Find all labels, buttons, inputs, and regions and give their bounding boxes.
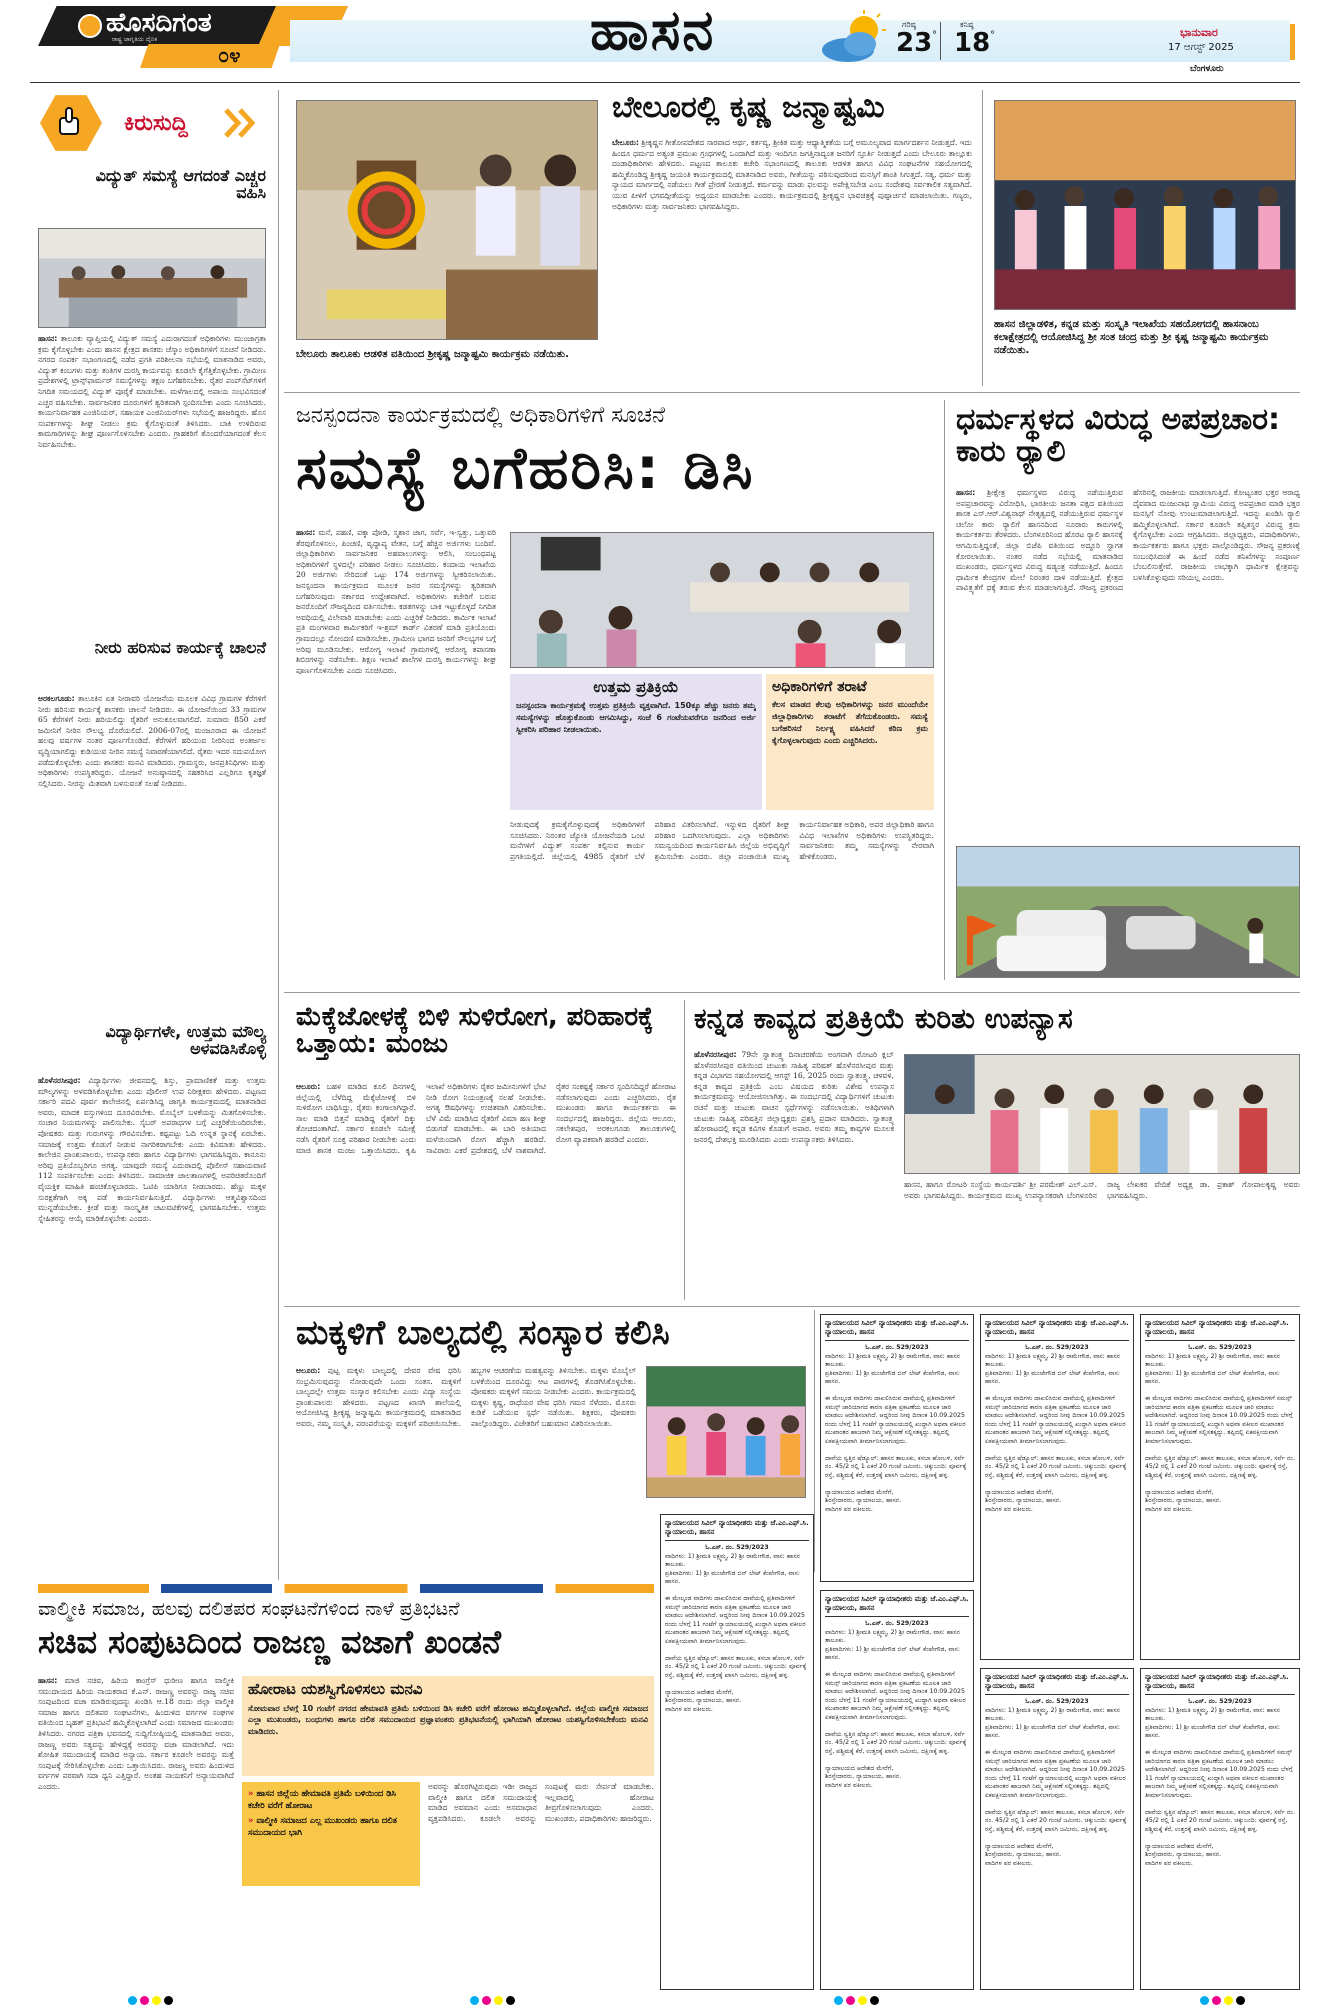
belur-body: [612, 138, 972, 378]
print-dot-cyan: [1200, 1996, 1209, 2005]
court-notice-1: [820, 1314, 974, 1582]
kirusuddi-chevrons-icon: [224, 108, 264, 138]
print-marks-left: [128, 1996, 173, 2005]
lead-dateline: ಹಾಸನ:: [296, 528, 316, 537]
lead-divider: [944, 400, 945, 980]
story1-text: ತಾಲೂಕು ವ್ಯಾಪ್ತಿಯಲ್ಲಿ ವಿದ್ಯುತ್ ಸಮಸ್ಯೆ ಎದುರಾಗದಂತೆ ಅಧಿಕಾರಿಗಳು ಮುಂಜಾಗ್ರತಾ ಕ್ರಮ ಕೈಗೊಳ್ಳಬೇಕು ಎಂದು ಹಾಸನ ಕ್ಷೇತ್ರದ ಶಾಸಕರು ಚೆಸ್ಕಾಂ ಅಧಿಕಾರಿಗಳಿಗೆ ಸೂಚನೆ ನೀಡಿದರು. ನಗರದ ಸಂಪರ್ಕ ಸಭಾಂಗಣದಲ್ಲಿ ನಡೆದ ಪ್ರಗತಿ ಪರಿಶೀಲನಾ ಸಭೆಯಲ್ಲಿ ಮಾತನಾಡಿದ ಅವರು, ವಿದ್ಯುತ್ ಕಂಬಗಳು ಮತ್ತು ತಂತಿಗಳ ದುರಸ್ತಿ ಕಾರ್ಯವನ್ನು ಕೂಡಲೇ ಕೈಗೆತ್ತಿಕೊಳ್ಳಬೇಕು. ಗ್ರಾಮೀಣ ಪ್ರದೇಶಗಳಲ್ಲಿ ಟ್ರಾನ್ಸ್‌ಫಾರ್ಮರ್ ಸಮಸ್ಯೆಗಳನ್ನು ತಕ್ಷಣ ಬಗೆಹರಿಸಬೇಕು. ರೈತರ ಪಂಪ್‌ಸೆಟ್‌ಗಳಿಗೆ ನಿಗದಿತ ಸಮಯದಲ್ಲಿ ವಿದ್ಯುತ್ ಪೂರೈಕೆ ಮಾಡಬೇಕು. ಮಳೆಗಾಲದಲ್ಲಿ ಅಪಾಯ ಸಂಭವಿಸದಂತೆ ಎಚ್ಚರ ವಹಿಸಬೇಕು. ಸಾರ್ವಜನಿಕರ ದೂರುಗಳಿಗೆ ತ್ವರಿತವಾಗಿ ಸ್ಪಂದಿಸಬೇಕು ಎಂದು ಸೂಚಿಸಿದರು. ಕಾರ್ಯನಿರ್ವಾಹಕ ಎಂಜಿನಿಯರ್, ಸಹಾಯಕ ಎಂಜಿನಿಯರ್‌ಗಳು ಸಭೆಯಲ್ಲಿ ಹಾಜರಿದ್ದರು. ಹೊಸ ಸಂಪರ್ಕಗಳನ್ನು ಶೀಘ್ರ ನೀಡಲು ಕ್ರಮ ಕೈಗೊಳ್ಳುವಂತೆ ತಿಳಿಸಿದರು. ಬಾಕಿ ಉಳಿದಿರುವ ಕಾಮಗಾರಿಗಳನ್ನು ಶೀಘ್ರ ಪೂರ್ಣಗೊಳಿಸಬೇಕು ಎಂದರು. ಗ್ರಾಹಕರಿಗೆ ತೊಂದರೆಯಾಗದಂತೆ ಕೆಲಸ ನಿರ್ವಹಿಸಬೇಕು.: [38, 334, 266, 449]
temp-max-degree: °: [932, 30, 937, 41]
print-dot-yellow: [494, 1996, 503, 2005]
valmiki-bullet-2: [248, 1815, 414, 1838]
court-notice-3: [1140, 1314, 1300, 1660]
valmiki-headline: ಸಚಿವ ಸಂಪುಟದಿಂದ ರಾಜಣ್ಣ ವಜಾಗೆ ಖಂಡನೆ: [38, 1623, 502, 1661]
page-number: ೦೪: [218, 43, 241, 67]
valmiki-box-body: ಸೋಮವಾರ ಬೆಳಗ್ಗೆ 10 ಗಂಟೆಗೆ ನಗರದ ಹೇಮಾವತಿ ಪ್ರತಿಮೆ ಬಳಿಯಿಂದ ಡಿಸಿ ಕಚೇರಿ ವರೆಗೆ ಹೋರಾಟ ಹಮ್ಮಿಕೊಳ್ಳಲಾಗಿದೆ. ಜಿಲ್ಲೆಯ ವಾಲ್ಮೀಕಿ ಸಮಾಜದ ಎಲ್ಲಾ ಮುಖಂಡರು, ಬಂಧುಗಳು ಹಾಗೂ ದಲಿತ ಸಮುದಾಯದ ಪ್ರಜ್ಞಾವಂತರು ಪ್ರತಿಭಟನೆಯಲ್ಲಿ ಭಾಗಿಯಾಗಿ ಹೋರಾಟ ಯಶಸ್ವಿಗೊಳಿಸಬೇಕೆಂದು ಮನವಿ ಮಾಡಿದರು.: [248, 1703, 648, 1736]
valmiki-bullet-1: [248, 1788, 414, 1811]
lead-text: ಮನೆ, ಪಹಣಿ, ಪಕ್ಕಾ ಪೋಡಿ, ಸ್ಮಶಾನ ಜಾಗ, ಸರ್ವೆ, ಇ-ಸ್ವತ್ತು, ಒತ್ತುವರಿ ತೆರವುಗೊಳಿಸಲು, ಪಿಂಚಣಿ, ವೃದ್ಧಾಪ್ಯ ವೇತನ, ಬಗ್ಗೆ ಹೆಚ್ಚಿನ ಅರ್ಜಿಗಳು ಬಂದಿವೆ. ಜಿಲ್ಲಾಧಿಕಾರಿಗಳು ಸಾರ್ವಜನಿಕರ ಅಹವಾಲುಗಳನ್ನು ಆಲಿಸಿ, ಸಂಬಂಧಪಟ್ಟ ಅಧಿಕಾರಿಗಳಿಗೆ ಸ್ಥಳದಲ್ಲೇ ಪರಿಹಾರ ನೀಡಲು ಸೂಚಿಸಿದರು. ಕಂದಾಯ ಇಲಾಖೆಯ 20 ಅರ್ಜಿಗಳು ಸೇರಿದಂತೆ ಒಟ್ಟು 174 ಅರ್ಜಿಗಳನ್ನು ಸ್ವೀಕರಿಸಲಾಯಿತು. ಜನಸ್ಪಂದನಾ ಕಾರ್ಯಕ್ರಮದ ಮೂಲಕ ಜನರ ಸಮಸ್ಯೆಗಳನ್ನು ತ್ವರಿತವಾಗಿ ಬಗೆಹರಿಸುವುದು ಸರ್ಕಾರದ ಉದ್ದೇಶವಾಗಿದೆ. ಅಧಿಕಾರಿಗಳು ಕಚೇರಿಗೆ ಬರುವ ಜನರೊಂದಿಗೆ ಸೌಜನ್ಯದಿಂದ ವರ್ತಿಸಬೇಕು. ಕಡತಗಳನ್ನು ಬಾಕಿ ಇಟ್ಟುಕೊಳ್ಳದೆ ನಿಗದಿತ ಅವಧಿಯಲ್ಲಿ ವಿಲೇವಾರಿ ಮಾಡಬೇಕು ಎಂದು ಎಚ್ಚರಿಕೆ ನೀಡಿದರು. ಕಾರ್ಮಿಕ ಇಲಾಖೆ ಪ್ರತಿ ಮಂಗಳವಾರ ಕಾರ್ಮಿಕರಿಗೆ ಇ-ಶ್ರಮ್ ಕಾರ್ಡ್ ವಿತರಣೆ ಮಾಡಿ ಪ್ರತಿಯೊಂದು ಗ್ರಾಮದಲ್ಲೂ ನೋಂದಣಿ ಮಾಡಿಸಬೇಕು. ಗ್ರಾಮೀಣ ಭಾಗದ ಜನರಿಗೆ ಸೌಲಭ್ಯಗಳ ಬಗ್ಗೆ ಅರಿವು ಮೂಡಿಸಬೇಕು. ಆರೋಗ್ಯ ಇಲಾಖೆ ಗ್ರಾಮಗಳಲ್ಲಿ ಆರೋಗ್ಯ ತಪಾಸಣಾ ಶಿಬಿರಗಳನ್ನು ನಡೆಸಬೇಕು. ಶಿಕ್ಷಣ ಇಲಾಖೆ ಶಾಲೆಗಳ ದುರಸ್ತಿ ಕಾರ್ಯಗಳನ್ನು ಶೀಘ್ರ ಪೂರ್ಣಗೊಳಿಸಬೇಕು ಎಂದು ಸೂಚಿಸಿದರು.: [296, 528, 496, 675]
valmiki-body: [38, 1676, 234, 1992]
belur-headline: ಬೇಲೂರಲ್ಲಿ ಕೃಷ್ಣ ಜನ್ಮಾಷ್ಟಮಿ: [612, 90, 885, 125]
lower-row-rule: [284, 1306, 1300, 1307]
temp-min-degree: °: [990, 30, 995, 41]
story3-headline: ವಿದ್ಯಾರ್ಥಿಗಳೇ, ಉತ್ತಮ ಮೌಲ್ಯ ಅಳವಡಿಸಿಕೊಳ್ಳಿ: [105, 1022, 266, 1058]
partly-cloudy-icon: [818, 10, 890, 66]
valmiki-text: ಮಾಜಿ ಸಚಿವ, ಹಿರಿಯ ಕಾಂಗ್ರೆಸ್ ಧುರೀಣ ಹಾಗೂ ವಾಲ್ಮೀಕಿ ಸಮುದಾಯದ ಹಿರಿಯ ನಾಯಕರಾದ ಕೆ.ಎನ್. ರಾಜಣ್ಣ ಅವರನ್ನು ರಾಜ್ಯ ಸಚಿವ ಸಂಪುಟದಿಂದ ವಜಾ ಮಾಡಿರುವುದನ್ನು ಖಂಡಿಸಿ ಆ.18 ರಂದು ಜಿಲ್ಲಾ ವಾಲ್ಮೀಕಿ ಸಮಾಜ ಹಾಗೂ ದಲಿತಪರ ಸಂಘಟನೆಗಳು, ಹಿಂದುಳಿದ ವರ್ಗಗಳ ಸಂಘಗಳ ವತಿಯಿಂದ ಬೃಹತ್ ಪ್ರತಿಭಟನೆ ಹಮ್ಮಿಕೊಳ್ಳಲಾಗಿದೆ ಎಂದು ಸಮಾಜದ ಮುಖಂಡರು ತಿಳಿಸಿದರು. ನಗರದ ಪತ್ರಿಕಾ ಭವನದಲ್ಲಿ ಸುದ್ದಿಗೋಷ್ಠಿಯಲ್ಲಿ ಮಾತನಾಡಿದ ಅವರು, ರಾಜಣ್ಣ ಅವರು ಸತ್ಯವನ್ನು ಹೇಳಿದ್ದಕ್ಕೆ ಅವರನ್ನು ವಜಾ ಮಾಡಲಾಗಿದೆ. ಇದು ಶೋಷಿತ ಸಮುದಾಯಕ್ಕೆ ಮಾಡಿದ ಅನ್ಯಾಯ. ಸರ್ಕಾರ ಕೂಡಲೇ ಅವರನ್ನು ಮತ್ತೆ ಸಂಪುಟಕ್ಕೆ ಸೇರಿಸಿಕೊಳ್ಳಬೇಕು ಎಂದು ಒತ್ತಾಯಿಸಿದರು. ರಾಜಣ್ಣ ಅವರು ಹಿಂದುಳಿದ ವರ್ಗಗಳ ಪರವಾಗಿ ಸದಾ ಧ್ವನಿ ಎತ್ತಿದ್ದಾರೆ. ಅಂತಹ ನಾಯಕನಿಗೆ ಅನ್ಯಾಯವಾಗಿದೆ ಎಂದರು.: [38, 1676, 234, 1791]
lead-body: [296, 528, 496, 972]
notice-7-subhead: ಓ.ಎಸ್. ನಂ. 529/2023: [1188, 1698, 1252, 1705]
issue-day: ಭಾನುವಾರ: [1180, 26, 1218, 39]
janmashtami-stage-caption: ಹಾಸನ ಜಿಲ್ಲಾಡಳಿತ, ಕನ್ನಡ ಮತ್ತು ಸಂಸ್ಕೃತಿ ಇಲಾಖೆಯ ಸಹಯೋಗದಲ್ಲಿ ಹಾಸನಾಂಬ ಕಲಾಕ್ಷೇತ್ರದಲ್ಲಿ ಆಯೋಜಿಸಿದ್ದ ಶ್ರೀ ಸಂತ ಚಂದ್ರ ಮತ್ತು ಶ್ರೀ ಕೃಷ್ಣ ಜನ್ಮಾಷ್ಟಮಿ ಕಾರ್ಯಕ್ರಮ ನಡೆಯಿತು.: [994, 319, 1269, 356]
samskara-photo: [646, 1366, 806, 1498]
lead-box2-title: ಅಧಿಕಾರಿಗಳಿಗೆ ತರಾಟೆ: [772, 679, 867, 695]
notice-2-subhead: ಓ.ಎಸ್. ನಂ. 529/2023: [1025, 1344, 1089, 1351]
story3-dateline: ಹೊಳೆನರಸೀಪುರ:: [38, 1076, 81, 1085]
kannada-headline: ಕನ್ನಡ ಕಾವ್ಯದ ಪ್ರತಿಕ್ರಿಯೆ ಕುರಿತು ಉಪನ್ಯಾಸ: [694, 1002, 1073, 1035]
mekke-body: [296, 1082, 676, 1292]
notice-3-subhead: ಓ.ಎಸ್. ನಂ. 529/2023: [1188, 1344, 1252, 1351]
rally-photo: [956, 846, 1300, 978]
notice-6-subhead: ಓ.ಎಸ್. ನಂ. 529/2023: [1025, 1698, 1089, 1705]
valmiki-body-cont: ಅವರನ್ನು ಹೊರಗಿಟ್ಟಿರುವುದು ಇಡೀ ರಾಜ್ಯದ ವಾಲ್ಮೀಕಿ ಹಾಗೂ ದಲಿತ ಸಮುದಾಯಕ್ಕೆ ಮಾಡಿದ ಅವಮಾನ ಎಂದು ಅಸಮಾಧಾನ ವ್ಯಕ್ತಪಡಿಸಿದರು. ಕೂಡಲೇ ಅವರನ್ನು ಸಂಪುಟಕ್ಕೆ ಮರು ಸೇರ್ಪಡೆ ಮಾಡಬೇಕು. ಇಲ್ಲವಾದಲ್ಲಿ ಹೋರಾಟ ತೀವ್ರಗೊಳಿಸಲಾಗುವುದು ಎಂದರು. ಮುಖಂಡರು, ಪದಾಧಿಕಾರಿಗಳು ಹಾಜರಿದ್ದರು.: [428, 1782, 654, 1823]
page-number-tab: [140, 44, 280, 68]
notice-2-body: ವಾದಿಗಳು: 1) ಶ್ರೀಮತಿ ಲಕ್ಷ್ಮಮ್ಮ, 2) ಶ್ರೀ ರಾಮೇಗೌಡ, ವಾಸ: ಹಾಸನ ತಾಲೂಕು. ಪ್ರತಿವಾದಿಗಳು: 1) ಶ್ರೀ ಮಂಜೇಗೌಡ ಬಿನ್ ಲೇಟ್ ಕೆಂಪೇಗೌಡ, ವಾಸ: ಹಾಸನ. ಈ ಮೇಲ್ಕಂಡ ವಾದಿಗಳು ದಾಖಲಿಸಿರುವ ದಾವೆಯಲ್ಲಿ ಪ್ರತಿವಾದಿಗಳಿಗೆ ಸಮನ್ಸ್ ಜಾರಿಯಾಗದ ಕಾರಣ ಪತ್ರಿಕಾ ಪ್ರಕಟಣೆಯ ಮೂಲಕ ಜಾರಿ ಮಾಡಲು ಆದೇಶಿಸಲಾಗಿದೆ. ಆದ್ದರಿಂದ ನೀವು ದಿನಾಂಕ 10.09.2025 ರಂದು ಬೆಳಗ್ಗೆ 11 ಗಂಟೆಗೆ ನ್ಯಾಯಾಲಯದಲ್ಲಿ ಖುದ್ದಾಗಿ ಅಥವಾ ವಕೀಲರ ಮುಖಾಂತರ ಹಾಜರಾಗಿ ನಿಮ್ಮ ಆಕ್ಷೇಪಣೆ ಸಲ್ಲಿಸತಕ್ಕದ್ದು. ತಪ್ಪಿದಲ್ಲಿ ಏಕಪಕ್ಷೀಯವಾಗಿ ತೀರ್ಮಾನಿಸಲಾಗುವುದು. ದಾವೆಯ ಸ್ವತ್ತಿನ ಷೆಡ್ಯೂಲ್: ಹಾಸನ ತಾಲೂಕು, ಕಸಬಾ ಹೋಬಳಿ, ಸರ್ವೆ ನಂ. 45/2 ರಲ್ಲಿ 1 ಎಕರೆ 20 ಗುಂಟೆ ಜಮೀನು. ಚಕ್ಕುಬಂದಿ: ಪೂರ್ವಕ್ಕೆ ರಸ್ತೆ, ಪಶ್ಚಿಮಕ್ಕೆ ಕೆರೆ, ಉತ್ತರಕ್ಕೆ ಖಾಸಗಿ ಜಮೀನು, ದಕ್ಷಿಣಕ್ಕೆ ಹಳ್ಳ. ನ್ಯಾಯಾಲಯದ ಆದೇಶದ ಮೇರೆಗೆ, ಶಿರಸ್ತೇದಾರರು, ನ್ಯಾಯಾಲಯ, ಹಾಸನ. ವಾದಿಗಳ ಪರ ವಕೀಲರು.: [985, 1352, 1127, 1513]
notice-3-body: ವಾದಿಗಳು: 1) ಶ್ರೀಮತಿ ಲಕ್ಷ್ಮಮ್ಮ, 2) ಶ್ರೀ ರಾಮೇಗೌಡ, ವಾಸ: ಹಾಸನ ತಾಲೂಕು. ಪ್ರತಿವಾದಿಗಳು: 1) ಶ್ರೀ ಮಂಜೇಗೌಡ ಬಿನ್ ಲೇಟ್ ಕೆಂಪೇಗೌಡ, ವಾಸ: ಹಾಸನ. ಈ ಮೇಲ್ಕಂಡ ವಾದಿಗಳು ದಾಖಲಿಸಿರುವ ದಾವೆಯಲ್ಲಿ ಪ್ರತಿವಾದಿಗಳಿಗೆ ಸಮನ್ಸ್ ಜಾರಿಯಾಗದ ಕಾರಣ ಪತ್ರಿಕಾ ಪ್ರಕಟಣೆಯ ಮೂಲಕ ಜಾರಿ ಮಾಡಲು ಆದೇಶಿಸಲಾಗಿದೆ. ಆದ್ದರಿಂದ ನೀವು ದಿನಾಂಕ 10.09.2025 ರಂದು ಬೆಳಗ್ಗೆ 11 ಗಂಟೆಗೆ ನ್ಯಾಯಾಲಯದಲ್ಲಿ ಖುದ್ದಾಗಿ ಅಥವಾ ವಕೀಲರ ಮುಖಾಂತರ ಹಾಜರಾಗಿ ನಿಮ್ಮ ಆಕ್ಷೇಪಣೆ ಸಲ್ಲಿಸತಕ್ಕದ್ದು. ತಪ್ಪಿದಲ್ಲಿ ಏಕಪಕ್ಷೀಯವಾಗಿ ತೀರ್ಮಾನಿಸಲಾಗುವುದು. ದಾವೆಯ ಸ್ವತ್ತಿನ ಷೆಡ್ಯೂಲ್: ಹಾಸನ ತಾಲೂಕು, ಕಸಬಾ ಹೋಬಳಿ, ಸರ್ವೆ ನಂ. 45/2 ರಲ್ಲಿ 1 ಎಕರೆ 20 ಗುಂಟೆ ಜಮೀನು. ಚಕ್ಕುಬಂದಿ: ಪೂರ್ವಕ್ಕೆ ರಸ್ತೆ, ಪಶ್ಚಿಮಕ್ಕೆ ಕೆರೆ, ಉತ್ತರಕ್ಕೆ ಖಾಸಗಿ ಜಮೀನು, ದಕ್ಷಿಣಕ್ಕೆ ಹಳ್ಳ. ನ್ಯಾಯಾಲಯದ ಆದೇಶದ ಮೇರೆಗೆ, ಶಿರಸ್ತೇದಾರರು, ನ್ಯಾಯಾಲಯ, ಹಾಸನ. ವಾದಿಗಳ ಪರ ವಕೀಲರು.: [1145, 1352, 1295, 1513]
print-dot-black: [164, 1996, 173, 2005]
valmiki-box: [242, 1676, 654, 1776]
belur-dateline: ಬೇಲೂರು:: [612, 138, 639, 147]
rally-text: ಶ್ರೀಕ್ಷೇತ್ರ ಧರ್ಮಸ್ಥಳದ ವಿರುದ್ಧ ನಡೆಯುತ್ತಿರುವ ಅಪಪ್ರಚಾರವನ್ನು ವಿರೋಧಿಸಿ, ಭಾರತೀಯ ಜನತಾ ಪಕ್ಷದ ವತಿಯಿಂದ ಶಾಸಕ ಎಸ್.ಆರ್.ವಿಶ್ವನಾಥ್ ನೇತೃತ್ವದಲ್ಲಿ ನಡೆಯುತ್ತಿರುವ ಧರ್ಮಸ್ಥಳ ಚಲೋ ಕಾರು ರ್‍ಯಾಲಿಗೆ ಹಾಸನದಿಂದ ನೂರಾರು ಕಾರುಗಳಲ್ಲಿ ಕಾರ್ಯಕರ್ತರು ತೆರಳಿದರು. ಬೆಂಗಳೂರಿನಿಂದ ಹೊರಟ ರ್‍ಯಾಲಿ ಹಾಸನಕ್ಕೆ ಆಗಮಿಸುತ್ತಿದ್ದಂತೆ, ಜಿಲ್ಲಾ ಬಿಜೆಪಿ ವತಿಯಿಂದ ಅದ್ಧೂರಿ ಸ್ವಾಗತ ಕೋರಲಾಯಿತು. ನಂತರ ನಡೆದ ಸಭೆಯಲ್ಲಿ ಮಾತನಾಡಿದ ಮುಖಂಡರು, ಧರ್ಮಸ್ಥಳದ ವಿರುದ್ಧ ಷಡ್ಯಂತ್ರ ನಡೆಯುತ್ತಿದೆ. ಹಿಂದೂ ಧಾರ್ಮಿಕ ಕೇಂದ್ರಗಳ ಮೇಲೆ ನಿರಂತರ ದಾಳಿ ನಡೆಯುತ್ತಿದೆ. ಕ್ಷೇತ್ರದ ಪಾವಿತ್ರ್ಯತೆಗೆ ಧಕ್ಕೆ ತರುವ ಕೆಲಸ ಮಾಡಲಾಗುತ್ತಿದೆ. ಸೌಜನ್ಯ ಪ್ರಕರಣದ ಹೆಸರಿನಲ್ಲಿ ರಾಜಕೀಯ ಮಾಡಲಾಗುತ್ತಿದೆ. ಕೋಟ್ಯಂತರ ಭಕ್ತರ ಆರಾಧ್ಯ ದೈವವಾದ ಮಂಜುನಾಥ ಸ್ವಾಮಿಯ ವಿರುದ್ಧ ಅಪಪ್ರಚಾರ ಮಾಡಿ ಭಕ್ತರ ಮನಸ್ಸಿಗೆ ನೋವು ಉಂಟುಮಾಡಲಾಗುತ್ತಿದೆ. ಇದನ್ನು ಖಂಡಿಸಿ ರ್‍ಯಾಲಿ ಹಮ್ಮಿಕೊಳ್ಳಲಾಗಿದೆ. ಸರ್ಕಾರ ಕೂಡಲೇ ತಪ್ಪಿತಸ್ಥರ ವಿರುದ್ಧ ಕ್ರಮ ಕೈಗೊಳ್ಳಬೇಕು ಎಂದು ಆಗ್ರಹಿಸಿದರು. ಜಿಲ್ಲಾಧ್ಯಕ್ಷರು, ಪದಾಧಿಕಾರಿಗಳು, ಕಾರ್ಯಕರ್ತರು ಹಾಗೂ ಭಕ್ತರು ಪಾಲ್ಗೊಂಡಿದ್ದರು. ಸೌಜನ್ಯ ಪ್ರಕರಣಕ್ಕೆ ಸಂಬಂಧಿಸಿದಂತೆ ಈ ಹಿಂದೆ ನಡೆದ ತನಿಖೆಗಳನ್ನು ಸಂಪೂರ್ಣ ಬೆಂಬಲಿಸುತ್ತೇವೆ. ರಾಜಕೀಯ ಲಾಭಕ್ಕಾಗಿ ಧಾರ್ಮಿಕ ಕ್ಷೇತ್ರವನ್ನು ಬಳಸಿಕೊಳ್ಳುವುದು ಸರಿಯಲ್ಲ ಎಂದರು.: [956, 488, 1300, 593]
lead-box2-body: ಕೆಲಸ ಮಾಡದ ಕೆಲವು ಅಧಿಕಾರಿಗಳನ್ನು ಜನರ ಮುಂದೆಯೇ ಜಿಲ್ಲಾಧಿಕಾರಿಗಳು ತರಾಟೆಗೆ ತೆಗೆದುಕೊಂಡರು. ಸಮಸ್ಯೆ ಬಗೆಹರಿಸದೆ ನಿರ್ಲಕ್ಷ್ಯ ವಹಿಸಿದರೆ ಕಠಿಣ ಕ್ರಮ ಕೈಗೊಳ್ಳಲಾಗುವುದು ಎಂದು ಎಚ್ಚರಿಸಿದರು.: [772, 699, 928, 745]
logo-emblem-icon: [78, 14, 102, 38]
story2-headline: ನೀರು ಹರಿಸುವ ಕಾರ್ಯಕ್ಕೆ ಚಾಲನೆ: [94, 638, 266, 657]
print-dot-black: [1236, 1996, 1245, 2005]
belur-text: ಶ್ರೀಕೃಷ್ಣನ ಗೀತೋಪದೇಶದ ಸಾರವಾದ ಆರ್ಥ, ಕರ್ತವ್ಯ, ಶ್ರೀಕಿತ ಮತ್ತು ಆಧ್ಯಾತ್ಮಿಕತೆಯ ಬಗ್ಗೆ ಅಮೂಲ್ಯವಾದ ಮಾರ್ಗದರ್ಶನ ನೀಡುತ್ತದೆ. ಇದು ಹಿಂದೂ ಧರ್ಮದ ಅತ್ಯಂತ ಪ್ರಮುಖ ಗ್ರಂಥಗಳಲ್ಲಿ ಒಂದಾಗಿದೆ ಮತ್ತು ಇಂದಿಗೂ ಜಗತ್ತಿನಾದ್ಯಂತ ಜನರಿಗೆ ಸ್ಫೂರ್ತಿ ನೀಡುತ್ತದೆ ಎಂದು ಬೇಲೂರು ತಾಲ್ಲೂಕು ದಂಡಾಧಿಕಾರಿಗಳು ಹೇಳಿದರು. ಪಟ್ಟಣದ ತಾಲೂಕು ಕಚೇರಿ ಸಭಾಂಗಣದಲ್ಲಿ ತಾಲೂಕು ಆಡಳಿತ ಹಾಗೂ ವಿವಿಧ ಸಂಘಟನೆಗಳ ಸಹಯೋಗದಲ್ಲಿ ಹಮ್ಮಿಕೊಂಡಿದ್ದ ಶ್ರೀಕೃಷ್ಣ ಜಯಂತಿ ಕಾರ್ಯಕ್ರಮದಲ್ಲಿ ಮಾತನಾಡಿದ ಅವರು, ಗೀತೆಯನ್ನು ಪಠಿಸುವುದರಿಂದ ಮನಸ್ಸಿಗೆ ಶಾಂತಿ ಸಿಗುತ್ತದೆ. ಸತ್ಯ, ಧರ್ಮ ಮತ್ತು ನ್ಯಾಯದ ಮಾರ್ಗದಲ್ಲಿ ನಡೆಯಲು ಗೀತೆ ಪ್ರೇರಣೆ ನೀಡುತ್ತದೆ. ಕರ್ಮವನ್ನು ಮಾಡು ಫಲವನ್ನು ಅಪೇಕ್ಷಿಸಬೇಡ ಎಂಬ ಸಂದೇಶವು ಸರ್ವಕಾಲಿಕ ಸತ್ಯವಾಗಿದೆ. ಯುವ ಪೀಳಿಗೆ ಭಗವದ್ಗೀತೆಯನ್ನು ಅಧ್ಯಯನ ಮಾಡಬೇಕು ಎಂದರು. ಕಾರ್ಯಕ್ರಮದಲ್ಲಿ ಶ್ರೀಕೃಷ್ಣನ ಭಾವಚಿತ್ರಕ್ಕೆ ಪುಷ್ಪಾರ್ಚನೆ ಮಾಡಲಾಯಿತು. ಗಣ್ಯರು, ಅಧಿಕಾರಿಗಳು ಮತ್ತು ಸಾರ್ವಜನಿಕರು ಭಾಗವಹಿಸಿದ್ದರು.: [612, 138, 972, 211]
story2-body: [38, 694, 266, 1010]
mekke-divider: [684, 1000, 685, 1300]
issue-city: ಬೆಂಗಳೂರು: [1190, 64, 1224, 74]
top-row-rule: [284, 392, 1300, 393]
pointing-hand-icon: [54, 106, 88, 140]
print-dot-black: [506, 1996, 515, 2005]
notice-5-body: ವಾದಿಗಳು: 1) ಶ್ರೀಮತಿ ಲಕ್ಷ್ಮಮ್ಮ, 2) ಶ್ರೀ ರಾಮೇಗೌಡ, ವಾಸ: ಹಾಸನ ತಾಲೂಕು. ಪ್ರತಿವಾದಿಗಳು: 1) ಶ್ರೀ ಮಂಜೇಗೌಡ ಬಿನ್ ಲೇಟ್ ಕೆಂಪೇಗೌಡ, ವಾಸ: ಹಾಸನ. ಈ ಮೇಲ್ಕಂಡ ವಾದಿಗಳು ದಾಖಲಿಸಿರುವ ದಾವೆಯಲ್ಲಿ ಪ್ರತಿವಾದಿಗಳಿಗೆ ಸಮನ್ಸ್ ಜಾರಿಯಾಗದ ಕಾರಣ ಪತ್ರಿಕಾ ಪ್ರಕಟಣೆಯ ಮೂಲಕ ಜಾರಿ ಮಾಡಲು ಆದೇಶಿಸಲಾಗಿದೆ. ಆದ್ದರಿಂದ ನೀವು ದಿನಾಂಕ 10.09.2025 ರಂದು ಬೆಳಗ್ಗೆ 11 ಗಂಟೆಗೆ ನ್ಯಾಯಾಲಯದಲ್ಲಿ ಖುದ್ದಾಗಿ ಅಥವಾ ವಕೀಲರ ಮುಖಾಂತರ ಹಾಜರಾಗಿ ನಿಮ್ಮ ಆಕ್ಷೇಪಣೆ ಸಲ್ಲಿಸತಕ್ಕದ್ದು. ತಪ್ಪಿದಲ್ಲಿ ಏಕಪಕ್ಷೀಯವಾಗಿ ತೀರ್ಮಾನಿಸಲಾಗುವುದು. ದಾವೆಯ ಸ್ವತ್ತಿನ ಷೆಡ್ಯೂಲ್: ಹಾಸನ ತಾಲೂಕು, ಕಸಬಾ ಹೋಬಳಿ, ಸರ್ವೆ ನಂ. 45/2 ರಲ್ಲಿ 1 ಎಕರೆ 20 ಗುಂಟೆ ಜಮೀನು. ಚಕ್ಕುಬಂದಿ: ಪೂರ್ವಕ್ಕೆ ರಸ್ತೆ, ಪಶ್ಚಿಮಕ್ಕೆ ಕೆರೆ, ಉತ್ತರಕ್ಕೆ ಖಾಸಗಿ ಜಮೀನು, ದಕ್ಷಿಣಕ್ಕೆ ಹಳ್ಳ. ನ್ಯಾಯಾಲಯದ ಆದೇಶದ ಮೇರೆಗೆ, ಶಿರಸ್ತೇದಾರರು, ನ್ಯಾಯಾಲಯ, ಹಾಸನ. ವಾದಿಗಳ ಪರ ವಕೀಲರು.: [825, 1628, 967, 1789]
print-marks-right: [834, 1996, 879, 2005]
samskara-dateline: ಆಲೂರು:: [296, 1366, 321, 1375]
valmiki-bullet-2-text: ವಾಲ್ಮೀಕಿ ಸಮಾಜದ ಎಲ್ಲ ಮುಖಂಡರು ಹಾಗೂ ದಲಿತ ಸಮುದಾಯದ ಭಾಗಿ: [248, 1815, 397, 1837]
notice-2-header: ನ್ಯಾಯಾಲಯದ ಸಿವಿಲ್ ನ್ಯಾಯಾಧೀಶರು ಮತ್ತು ಜೆ.ಎಂ.ಎಫ್.ಸಿ. ನ್ಯಾಯಾಲಯ, ಹಾಸನ: [985, 1319, 1129, 1341]
temp-max: 23: [896, 28, 933, 58]
rally-headline: ಧರ್ಮಸ್ಥಳದ ವಿರುದ್ಧ ಅಪಪ್ರಚಾರ: ಕಾರು ರ್‍ಯಾಲಿ: [956, 402, 1281, 469]
middle-row-rule: [284, 992, 1300, 993]
lead-box1: [510, 674, 762, 810]
story2-dateline: ಅರಕಲಗೂಡು:: [38, 694, 75, 703]
lead-box2: [766, 674, 934, 810]
notice-6-header: ನ್ಯಾಯಾಲಯದ ಸಿವಿಲ್ ನ್ಯಾಯಾಧೀಶರು ಮತ್ತು ಜೆ.ಎಂ.ಎಫ್.ಸಿ. ನ್ಯಾಯಾಲಯ, ಹಾಸನ: [985, 1673, 1129, 1695]
kannada-dateline: ಹೊಳೆನರಸೀಪುರ:: [694, 1050, 737, 1059]
notice-4-subhead: ಓ.ಎಸ್. ನಂ. 529/2023: [705, 1544, 769, 1551]
story1-body: [38, 334, 266, 584]
notice-3-header: ನ್ಯಾಯಾಲಯದ ಸಿವಿಲ್ ನ್ಯಾಯಾಧೀಶರು ಮತ್ತು ಜೆ.ಎಂ.ಎಫ್.ಸಿ. ನ್ಯಾಯಾಲಯ, ಹಾಸನ: [1145, 1319, 1295, 1341]
janmashtami-stage-photo: [994, 100, 1296, 310]
kannada-text: 79ನೇ ಸ್ವಾತಂತ್ರ್ಯ ದಿನಾಚರಣೆಯ ಅಂಗವಾಗಿ ರೋಟರಿ ಕ್ಲಬ್ ಹೊಳೆನರಸೀಪುರ ವತಿಯಿಂದ ಚುಟುಕು ಸಾಹಿತ್ಯ ಪರಿಷತ್ ಹೊಳೆನರಸೀಪುರ ಮತ್ತು ಕನ್ನಡ ವಿಭಾಗದ ಸಹಯೋಗದಲ್ಲಿ ಆಗಸ್ಟ್ 16, 2025 ರಂದು ಸ್ವಾತಂತ್ರ್ಯ, ಚಳವಳಿ, ಕನ್ನಡ ಕಾವ್ಯದ ಪ್ರತಿಕ್ರಿಯೆ ಎಂಬ ವಿಷಯದ ಕುರಿತು ವಿಶೇಷ ಉಪನ್ಯಾಸ ಕಾರ್ಯಕ್ರಮವನ್ನು ಆಯೋಜಿಸಲಾಗಿತ್ತು. ಈ ಸಂದರ್ಭದಲ್ಲಿ ವಿದ್ಯಾರ್ಥಿಗಳಿಗೆ ಚುಟುಕು ರಚನೆ ಮತ್ತು ಚುಟುಕು ವಾಚನ ಸ್ಪರ್ಧೆಗಳನ್ನು ನಡೆಸಲಾಯಿತು. ಅತಿಥಿಗಳಾಗಿ ಚುಟುಕು ಸಾಹಿತ್ಯ ಪರಿಷತ್ತಿನ ಜಿಲ್ಲಾಧ್ಯಕ್ಷರು ಪ್ರಶಸ್ತಿ ಪ್ರದಾನ ಮಾಡಿದರು. ಸ್ವಾತಂತ್ರ್ಯ ಹೋರಾಟದಲ್ಲಿ ಕನ್ನಡ ಕವಿಗಳ ಕೊಡುಗೆ ಅಪಾರ. ಅವರು ತಮ್ಮ ಕಾವ್ಯಗಳ ಮೂಲಕ ಜನರಲ್ಲಿ ದೇಶಭಕ್ತಿ ಮೂಡಿಸಿದರು ಎಂದು ಉಪನ್ಯಾಸಕರು ತಿಳಿಸಿದರು.: [694, 1050, 894, 1144]
notice-4-header: ನ್ಯಾಯಾಲಯದ ಸಿವಿಲ್ ನ್ಯಾಯಾಧೀಶರು ಮತ್ತು ಜೆ.ಎಂ.ಎಫ್.ಸಿ. ನ್ಯಾಯಾಲಯ, ಹಾಸನ: [665, 1519, 809, 1541]
print-dot-yellow: [1224, 1996, 1233, 2005]
print-dot-cyan: [834, 1996, 843, 2005]
notice-5-subhead: ಓ.ಎಸ್. ನಂ. 529/2023: [865, 1620, 929, 1627]
temp-max-label: ಗರಿಷ್ಠ: [902, 20, 916, 29]
notice-4-body: ವಾದಿಗಳು: 1) ಶ್ರೀಮತಿ ಲಕ್ಷ್ಮಮ್ಮ, 2) ಶ್ರೀ ರಾಮೇಗೌಡ, ವಾಸ: ಹಾಸನ ತಾಲೂಕು. ಪ್ರತಿವಾದಿಗಳು: 1) ಶ್ರೀ ಮಂಜೇಗೌಡ ಬಿನ್ ಲೇಟ್ ಕೆಂಪೇಗೌಡ, ವಾಸ: ಹಾಸನ. ಈ ಮೇಲ್ಕಂಡ ವಾದಿಗಳು ದಾಖಲಿಸಿರುವ ದಾವೆಯಲ್ಲಿ ಪ್ರತಿವಾದಿಗಳಿಗೆ ಸಮನ್ಸ್ ಜಾರಿಯಾಗದ ಕಾರಣ ಪತ್ರಿಕಾ ಪ್ರಕಟಣೆಯ ಮೂಲಕ ಜಾರಿ ಮಾಡಲು ಆದೇಶಿಸಲಾಗಿದೆ. ಆದ್ದರಿಂದ ನೀವು ದಿನಾಂಕ 10.09.2025 ರಂದು ಬೆಳಗ್ಗೆ 11 ಗಂಟೆಗೆ ನ್ಯಾಯಾಲಯದಲ್ಲಿ ಖುದ್ದಾಗಿ ಅಥವಾ ವಕೀಲರ ಮುಖಾಂತರ ಹಾಜರಾಗಿ ನಿಮ್ಮ ಆಕ್ಷೇಪಣೆ ಸಲ್ಲಿಸತಕ್ಕದ್ದು. ತಪ್ಪಿದಲ್ಲಿ ಏಕಪಕ್ಷೀಯವಾಗಿ ತೀರ್ಮಾನಿಸಲಾಗುವುದು. ದಾವೆಯ ಸ್ವತ್ತಿನ ಷೆಡ್ಯೂಲ್: ಹಾಸನ ತಾಲೂಕು, ಕಸಬಾ ಹೋಬಳಿ, ಸರ್ವೆ ನಂ. 45/2 ರಲ್ಲಿ 1 ಎಕರೆ 20 ಗುಂಟೆ ಜಮೀನು. ಚಕ್ಕುಬಂದಿ: ಪೂರ್ವಕ್ಕೆ ರಸ್ತೆ, ಪಶ್ಚಿಮಕ್ಕೆ ಕೆರೆ, ಉತ್ತರಕ್ಕೆ ಖಾಸಗಿ ಜಮೀನು, ದಕ್ಷಿಣಕ್ಕೆ ಹಳ್ಳ. ನ್ಯಾಯಾಲಯದ ಆದೇಶದ ಮೇರೆಗೆ, ಶಿರಸ್ತೇದಾರರು, ನ್ಯಾಯಾಲಯ, ಹಾಸನ. ವಾದಿಗಳ ಪರ ವಕೀಲರು.: [665, 1552, 807, 1713]
notice-1-subhead: ಓ.ಎಸ್. ನಂ. 529/2023: [865, 1344, 929, 1351]
court-notice-2: [980, 1314, 1134, 1660]
sidebar-divider: [278, 90, 279, 1580]
notice-1-header: ನ್ಯಾಯಾಲಯದ ಸಿವಿಲ್ ನ್ಯಾಯಾಧೀಶರು ಮತ್ತು ಜೆ.ಎಂ.ಎಫ್.ಸಿ. ನ್ಯಾಯಾಲಯ, ಹಾಸನ: [825, 1319, 969, 1341]
print-dot-black: [870, 1996, 879, 2005]
lead-kicker: ಜನಸ್ಪಂದನಾ ಕಾರ್ಯಕ್ರಮದಲ್ಲಿ ಅಧಿಕಾರಿಗಳಿಗೆ ಸೂಚನೆ: [296, 403, 666, 428]
kirusuddi-title: ಕಿರುಸುದ್ದಿ: [124, 111, 188, 136]
mekke-dateline: ಆಲೂರು:: [296, 1082, 321, 1091]
samskara-body: [296, 1366, 636, 1572]
kannada-photo: [904, 1054, 1300, 1174]
notice-5-header: ನ್ಯಾಯಾಲಯದ ಸಿವಿಲ್ ನ್ಯಾಯಾಧೀಶರು ಮತ್ತು ಜೆ.ಎಂ.ಎಫ್.ಸಿ. ನ್ಯಾಯಾಲಯ, ಹಾಸನ: [825, 1595, 969, 1617]
story2-text: ತಾಲೂಕಿನ ಏತ ನೀರಾವರಿ ಯೋಜನೆಯ ಮೂಲಕ ವಿವಿಧ ಗ್ರಾಮಗಳ ಕೆರೆಗಳಿಗೆ ನೀರು ಹರಿಸುವ ಕಾರ್ಯಕ್ಕೆ ಶಾಸಕರು ಚಾಲನೆ ನೀಡಿದರು. ಈ ಯೋಜನೆಯಿಂದ 33 ಗ್ರಾಮಗಳ 65 ಕೆರೆಗಳಿಗೆ ನೀರು ಹರಿಯಲಿದ್ದು ರೈತರಿಗೆ ಅನುಕೂಲವಾಗಲಿದೆ. ಸುಮಾರು 850 ಎಕರೆ ಜಮೀನಿಗೆ ನೀರಿನ ಸೌಲಭ್ಯ ದೊರೆಯಲಿದೆ. 2006-07ರಲ್ಲಿ ಮಂಜೂರಾದ ಈ ಯೋಜನೆ ಹಲವು ವರ್ಷಗಳ ನಂತರ ಪೂರ್ಣಗೊಂಡಿದೆ. ಕೆರೆಗಳಿಗೆ ಹರಿಯುವ ನೀರಿನಿಂದ ಅಂತರ್ಜಲ ವೃದ್ಧಿಯಾಗಲಿದ್ದು ಕುಡಿಯುವ ನೀರಿನ ಸಮಸ್ಯೆ ನಿವಾರಣೆಯಾಗಲಿದೆ. ರೈತರು ಇದರ ಸದುಪಯೋಗ ಪಡೆದುಕೊಳ್ಳಬೇಕು ಎಂದು ಶಾಸಕರು ಮನವಿ ಮಾಡಿದರು. ಗ್ರಾಮಸ್ಥರು, ಜನಪ್ರತಿನಿಧಿಗಳು ಮತ್ತು ಅಧಿಕಾರಿಗಳು ಉಪಸ್ಥಿತರಿದ್ದರು. ಯೋಜನೆ ಅನುಷ್ಠಾನದಲ್ಲಿ ಸಹಕರಿಸಿದ ಎಲ್ಲರಿಗೂ ಕೃತಜ್ಞತೆ ಸಲ್ಲಿಸಿದರು. ನೀರನ್ನು ಮಿತವಾಗಿ ಬಳಸುವಂತೆ ಸಲಹೆ ನೀಡಿದರು.: [38, 694, 266, 788]
lead-box1-title: ಉತ್ತಮ ಪ್ರತಿಕ್ರಿಯೆ: [593, 678, 679, 696]
story1-dateline: ಹಾಸನ:: [38, 334, 58, 343]
print-dot-magenta: [482, 1996, 491, 2005]
print-dot-yellow: [152, 1996, 161, 2005]
print-marks-far-right: [1200, 1996, 1245, 2005]
valmiki-dateline: ಹಾಸನ:: [38, 1676, 58, 1685]
belur-photo: [296, 100, 598, 340]
issue-date: 17 ಆಗಸ್ಟ್ 2025: [1168, 42, 1234, 53]
temp-min: 18: [954, 28, 991, 58]
rally-dateline: ಹಾಸನ:: [956, 488, 976, 497]
court-notice-7: [1140, 1668, 1300, 1990]
valmiki-box-title: ಹೋರಾಟ ಯಶಸ್ವಿಗೊಳಿಸಲು ಮನವಿ: [248, 1680, 423, 1698]
notice-6-body: ವಾದಿಗಳು: 1) ಶ್ರೀಮತಿ ಲಕ್ಷ್ಮಮ್ಮ, 2) ಶ್ರೀ ರಾಮೇಗೌಡ, ವಾಸ: ಹಾಸನ ತಾಲೂಕು. ಪ್ರತಿವಾದಿಗಳು: 1) ಶ್ರೀ ಮಂಜೇಗೌಡ ಬಿನ್ ಲೇಟ್ ಕೆಂಪೇಗೌಡ, ವಾಸ: ಹಾಸನ. ಈ ಮೇಲ್ಕಂಡ ವಾದಿಗಳು ದಾಖಲಿಸಿರುವ ದಾವೆಯಲ್ಲಿ ಪ್ರತಿವಾದಿಗಳಿಗೆ ಸಮನ್ಸ್ ಜಾರಿಯಾಗದ ಕಾರಣ ಪತ್ರಿಕಾ ಪ್ರಕಟಣೆಯ ಮೂಲಕ ಜಾರಿ ಮಾಡಲು ಆದೇಶಿಸಲಾಗಿದೆ. ಆದ್ದರಿಂದ ನೀವು ದಿನಾಂಕ 10.09.2025 ರಂದು ಬೆಳಗ್ಗೆ 11 ಗಂಟೆಗೆ ನ್ಯಾಯಾಲಯದಲ್ಲಿ ಖುದ್ದಾಗಿ ಅಥವಾ ವಕೀಲರ ಮುಖಾಂತರ ಹಾಜರಾಗಿ ನಿಮ್ಮ ಆಕ್ಷೇಪಣೆ ಸಲ್ಲಿಸತಕ್ಕದ್ದು. ತಪ್ಪಿದಲ್ಲಿ ಏಕಪಕ್ಷೀಯವಾಗಿ ತೀರ್ಮಾನಿಸಲಾಗುವುದು. ದಾವೆಯ ಸ್ವತ್ತಿನ ಷೆಡ್ಯೂಲ್: ಹಾಸನ ತಾಲೂಕು, ಕಸಬಾ ಹೋಬಳಿ, ಸರ್ವೆ ನಂ. 45/2 ರಲ್ಲಿ 1 ಎಕರೆ 20 ಗುಂಟೆ ಜಮೀನು. ಚಕ್ಕುಬಂದಿ: ಪೂರ್ವಕ್ಕೆ ರಸ್ತೆ, ಪಶ್ಚಿಮಕ್ಕೆ ಕೆರೆ, ಉತ್ತರಕ್ಕೆ ಖಾಸಗಿ ಜಮೀನು, ದಕ್ಷಿಣಕ್ಕೆ ಹಳ್ಳ. ನ್ಯಾಯಾಲಯದ ಆದೇಶದ ಮೇರೆಗೆ, ಶಿರಸ್ತೇದಾರರು, ನ್ಯಾಯಾಲಯ, ಹಾಸನ. ವಾದಿಗಳ ಪರ ವಕೀಲರು.: [985, 1706, 1127, 1867]
kannada-body: [694, 1050, 894, 1292]
brand-tagline: ರಾಷ್ಟ್ರ ಜಾಗೃತಿಯ ದೈನಿಕ: [112, 36, 158, 43]
temp-divider: [940, 22, 941, 60]
story3-body: [38, 1076, 266, 1572]
print-dot-magenta: [140, 1996, 149, 2005]
rally-body: [956, 488, 1300, 838]
double-chevron-icon: »: [248, 1815, 254, 1825]
print-dot-yellow: [858, 1996, 867, 2005]
print-dot-magenta: [846, 1996, 855, 2005]
top-divider-right: [982, 90, 983, 386]
kannada-photo-caption: ಹಾಸನ, ಹಾಗೂ ರೋಟರಿ ಸಂಸ್ಥೆಯ ಕಾರ್ಯದರ್ಶಿ ಶ್ರೀ ಪರಮೇಶ್ ಎಲ್.ಎಸ್. ಅವರು ಭಾಗವಹಿಸಿದ್ದರು. ಕಾರ್ಯಕ್ರಮದ ಮುಖ್ಯ ಉಪನ್ಯಾಸಕರಾಗಿ ಬೆಂಗಳೂರಿನ ರಾಜ್ಯ ಲೇಖಕರ ವೇದಿಕೆ ಅಧ್ಯಕ್ಷ ಡಾ. ಪ್ರಕಾಶ್ ಗೋಪಾಲಕೃಷ್ಣ ಅವರು ಭಾಗವಹಿಸಿದ್ದರು.: [904, 1180, 1300, 1200]
lead-headline: ಸಮಸ್ಯೆ ಬಗೆಹರಿಸಿ: ಡಿಸಿ: [296, 434, 755, 502]
notice-7-body: ವಾದಿಗಳು: 1) ಶ್ರೀಮತಿ ಲಕ್ಷ್ಮಮ್ಮ, 2) ಶ್ರೀ ರಾಮೇಗೌಡ, ವಾಸ: ಹಾಸನ ತಾಲೂಕು. ಪ್ರತಿವಾದಿಗಳು: 1) ಶ್ರೀ ಮಂಜೇಗೌಡ ಬಿನ್ ಲೇಟ್ ಕೆಂಪೇಗೌಡ, ವಾಸ: ಹಾಸನ. ಈ ಮೇಲ್ಕಂಡ ವಾದಿಗಳು ದಾಖಲಿಸಿರುವ ದಾವೆಯಲ್ಲಿ ಪ್ರತಿವಾದಿಗಳಿಗೆ ಸಮನ್ಸ್ ಜಾರಿಯಾಗದ ಕಾರಣ ಪತ್ರಿಕಾ ಪ್ರಕಟಣೆಯ ಮೂಲಕ ಜಾರಿ ಮಾಡಲು ಆದೇಶಿಸಲಾಗಿದೆ. ಆದ್ದರಿಂದ ನೀವು ದಿನಾಂಕ 10.09.2025 ರಂದು ಬೆಳಗ್ಗೆ 11 ಗಂಟೆಗೆ ನ್ಯಾಯಾಲಯದಲ್ಲಿ ಖುದ್ದಾಗಿ ಅಥವಾ ವಕೀಲರ ಮುಖಾಂತರ ಹಾಜರಾಗಿ ನಿಮ್ಮ ಆಕ್ಷೇಪಣೆ ಸಲ್ಲಿಸತಕ್ಕದ್ದು. ತಪ್ಪಿದಲ್ಲಿ ಏಕಪಕ್ಷೀಯವಾಗಿ ತೀರ್ಮಾನಿಸಲಾಗುವುದು. ದಾವೆಯ ಸ್ವತ್ತಿನ ಷೆಡ್ಯೂಲ್: ಹಾಸನ ತಾಲೂಕು, ಕಸಬಾ ಹೋಬಳಿ, ಸರ್ವೆ ನಂ. 45/2 ರಲ್ಲಿ 1 ಎಕರೆ 20 ಗುಂಟೆ ಜಮೀನು. ಚಕ್ಕುಬಂದಿ: ಪೂರ್ವಕ್ಕೆ ರಸ್ತೆ, ಪಶ್ಚಿಮಕ್ಕೆ ಕೆರೆ, ಉತ್ತರಕ್ಕೆ ಖಾಸಗಿ ಜಮೀನು, ದಕ್ಷಿಣಕ್ಕೆ ಹಳ್ಳ. ನ್ಯಾಯಾಲಯದ ಆದೇಶದ ಮೇರೆಗೆ, ಶಿರಸ್ತೇದಾರರು, ನ್ಯಾಯಾಲಯ, ಹಾಸನ. ವಾದಿಗಳ ಪರ ವಕೀಲರು.: [1145, 1706, 1295, 1867]
lead-meeting-photo: [510, 532, 934, 668]
masthead-sky: [290, 20, 1290, 62]
masthead: [0, 0, 1337, 72]
court-notice-6: [980, 1668, 1134, 1990]
samskara-divider: [814, 1310, 815, 1572]
story3-text: ವಿದ್ಯಾರ್ಥಿಗಳು ಜೀವನದಲ್ಲಿ ಶಿಸ್ತು, ಪ್ರಾಮಾಣಿಕತೆ ಮತ್ತು ಉತ್ತಮ ಮೌಲ್ಯಗಳನ್ನು ಅಳವಡಿಸಿಕೊಳ್ಳಬೇಕು ಎಂದು ಪೊಲೀಸ್ ಉಪ ನಿರೀಕ್ಷಕರು ಹೇಳಿದರು. ಪಟ್ಟಣದ ಸರ್ಕಾರಿ ಪದವಿ ಪೂರ್ವ ಕಾಲೇಜಿನಲ್ಲಿ ಏರ್ಪಡಿಸಿದ್ದ ಜಾಗೃತಿ ಕಾರ್ಯಕ್ರಮದಲ್ಲಿ ಮಾತನಾಡಿದ ಅವರು, ಮಾದಕ ವಸ್ತುಗಳಿಂದ ದೂರವಿರಬೇಕು. ಮೊಬೈಲ್ ಬಳಕೆಯನ್ನು ಮಿತಗೊಳಿಸಬೇಕು. ಸಂಚಾರ ನಿಯಮಗಳನ್ನು ಪಾಲಿಸಬೇಕು. ಸೈಬರ್ ಅಪರಾಧಗಳ ಬಗ್ಗೆ ಎಚ್ಚರಿಕೆಯಿಂದಿರಬೇಕು. ಪೋಷಕರು ಮತ್ತು ಗುರುಗಳನ್ನು ಗೌರವಿಸಬೇಕು. ಕಷ್ಟಪಟ್ಟು ಓದಿ ಉನ್ನತ ಸ್ಥಾನಕ್ಕೆ ಏರಬೇಕು. ಸಮಾಜಕ್ಕೆ ಉತ್ತಮ ಕೊಡುಗೆ ನೀಡುವ ನಾಗರಿಕರಾಗಬೇಕು ಎಂದು ಕಿವಿಮಾತು ಹೇಳಿದರು. ಕಾಲೇಜಿನ ಪ್ರಾಂಶುಪಾಲರು, ಉಪನ್ಯಾಸಕರು ಹಾಗೂ ವಿದ್ಯಾರ್ಥಿಗಳು ಭಾಗವಹಿಸಿದ್ದರು. ಕಾನೂನು ಅರಿವು ಪ್ರತಿಯೊಬ್ಬರಿಗೂ ಅಗತ್ಯ. ಯಾವುದೇ ಸಮಸ್ಯೆ ಎದುರಾದಲ್ಲಿ ಪೊಲೀಸ್ ಸಹಾಯವಾಣಿ 112 ಸಂಪರ್ಕಿಸಬೇಕು ಎಂದು ತಿಳಿಸಿದರು. ಸಾಮಾಜಿಕ ಜಾಲತಾಣಗಳಲ್ಲಿ ಅಪರಿಚಿತರೊಂದಿಗೆ ವೈಯಕ್ತಿಕ ಮಾಹಿತಿ ಹಂಚಿಕೊಳ್ಳಬಾರದು. ಓಟಿಪಿ ಯಾರಿಗೂ ನೀಡಬಾರದು. ಹೆಣ್ಣು ಮಕ್ಕಳ ಸುರಕ್ಷತೆಗಾಗಿ ಅಕ್ಕ ಪಡೆ ಕಾರ್ಯನಿರ್ವಹಿಸುತ್ತಿದೆ. ವಿದ್ಯಾರ್ಥಿಗಳು ಆತ್ಮವಿಶ್ವಾಸದಿಂದ ಮುನ್ನಡೆಯಬೇಕು. ಕ್ರೀಡೆ ಮತ್ತು ಸಾಂಸ್ಕೃತಿಕ ಚಟುವಟಿಕೆಗಳಲ್ಲಿ ಭಾಗವಹಿಸಬೇಕು. ಉತ್ತಮ ಸ್ನೇಹಿತರನ್ನು ಆಯ್ಕೆ ಮಾಡಿಕೊಳ್ಳಬೇಕು ಎಂದರು.: [38, 1076, 266, 1223]
masthead-rule: [30, 82, 1300, 83]
print-dot-cyan: [470, 1996, 479, 2005]
notice-1-body: ವಾದಿಗಳು: 1) ಶ್ರೀಮತಿ ಲಕ್ಷ್ಮಮ್ಮ, 2) ಶ್ರೀ ರಾಮೇಗೌಡ, ವಾಸ: ಹಾಸನ ತಾಲೂಕು. ಪ್ರತಿವಾದಿಗಳು: 1) ಶ್ರೀ ಮಂಜೇಗೌಡ ಬಿನ್ ಲೇಟ್ ಕೆಂಪೇಗೌಡ, ವಾಸ: ಹಾಸನ. ಈ ಮೇಲ್ಕಂಡ ವಾದಿಗಳು ದಾಖಲಿಸಿರುವ ದಾವೆಯಲ್ಲಿ ಪ್ರತಿವಾದಿಗಳಿಗೆ ಸಮನ್ಸ್ ಜಾರಿಯಾಗದ ಕಾರಣ ಪತ್ರಿಕಾ ಪ್ರಕಟಣೆಯ ಮೂಲಕ ಜಾರಿ ಮಾಡಲು ಆದೇಶಿಸಲಾಗಿದೆ. ಆದ್ದರಿಂದ ನೀವು ದಿನಾಂಕ 10.09.2025 ರಂದು ಬೆಳಗ್ಗೆ 11 ಗಂಟೆಗೆ ನ್ಯಾಯಾಲಯದಲ್ಲಿ ಖುದ್ದಾಗಿ ಅಥವಾ ವಕೀಲರ ಮುಖಾಂತರ ಹಾಜರಾಗಿ ನಿಮ್ಮ ಆಕ್ಷೇಪಣೆ ಸಲ್ಲಿಸತಕ್ಕದ್ದು. ತಪ್ಪಿದಲ್ಲಿ ಏಕಪಕ್ಷೀಯವಾಗಿ ತೀರ್ಮಾನಿಸಲಾಗುವುದು. ದಾವೆಯ ಸ್ವತ್ತಿನ ಷೆಡ್ಯೂಲ್: ಹಾಸನ ತಾಲೂಕು, ಕಸಬಾ ಹೋಬಳಿ, ಸರ್ವೆ ನಂ. 45/2 ರಲ್ಲಿ 1 ಎಕರೆ 20 ಗುಂಟೆ ಜಮೀನು. ಚಕ್ಕುಬಂದಿ: ಪೂರ್ವಕ್ಕೆ ರಸ್ತೆ, ಪಶ್ಚಿಮಕ್ಕೆ ಕೆರೆ, ಉತ್ತರಕ್ಕೆ ಖಾಸಗಿ ಜಮೀನು, ದಕ್ಷಿಣಕ್ಕೆ ಹಳ್ಳ. ನ್ಯಾಯಾಲಯದ ಆದೇಶದ ಮೇರೆಗೆ, ಶಿರಸ್ತೇದಾರರು, ನ್ಯಾಯಾಲಯ, ಹಾಸನ. ವಾದಿಗಳ ಪರ ವಕೀಲರು.: [825, 1352, 967, 1513]
brand-name: ಹೊಸದಿಗಂತ: [106, 8, 212, 38]
valmiki-kicker: ವಾಲ್ಮೀಕಿ ಸಮಾಜ, ಹಲವು ದಲಿತಪರ ಸಂಘಟನೆಗಳಿಂದ ನಾಳೆ ಪ್ರತಿಭಟನೆ: [38, 1598, 460, 1620]
print-marks-center: [470, 1996, 515, 2005]
court-notice-5: [820, 1590, 974, 1990]
temp-min-label: ಕನಿಷ್ಠ: [960, 20, 974, 29]
edition-title: ಹಾಸನ: [590, 0, 716, 63]
belur-photo-caption: ಬೇಲೂರು ತಾಲೂಕು ಆಡಳಿತ ವತಿಯಿಂದ ಶ್ರೀಕೃಷ್ಣ ಜನ್ಮಾಷ್ಟಮಿ ಕಾರ್ಯಕ್ರಮ ನಡೆಯಿತು.: [296, 349, 569, 360]
story1-headline: ವಿದ್ಯುತ್ ಸಮಸ್ಯೆ ಆಗದಂತೆ ಎಚ್ಚರ ವಹಿಸಿ: [95, 166, 266, 202]
double-chevron-icon: »: [248, 1788, 254, 1798]
print-dot-cyan: [128, 1996, 137, 2005]
samskara-text: ಪುಟ್ಟ ಮಕ್ಕಳು ಬಾಲ್ಯದಲ್ಲಿ ದೇವರ ವೇಷ ಧರಿಸಿ ಸಂಭ್ರಮಿಸುವುದನ್ನು ನೋಡುವುದೇ ಒಂದು ಸಂತಸ. ಮಕ್ಕಳಿಗೆ ಬಾಲ್ಯದಲ್ಲೇ ಉತ್ತಮ ಸಂಸ್ಕಾರ ಕಲಿಸಬೇಕು ಎಂದು ವಿದ್ಯಾ ಸಂಸ್ಥೆಯ ಪ್ರಾಂಶುಪಾಲರು ಹೇಳಿದರು. ಪಟ್ಟಣದ ಖಾಸಗಿ ಶಾಲೆಯಲ್ಲಿ ಆಯೋಜಿಸಿದ್ದ ಶ್ರೀಕೃಷ್ಣ ಜನ್ಮಾಷ್ಟಮಿ ಕಾರ್ಯಕ್ರಮದಲ್ಲಿ ಮಾತನಾಡಿದ ಅವರು, ನಮ್ಮ ಸಂಸ್ಕೃತಿ, ಪರಂಪರೆಯನ್ನು ಮಕ್ಕಳಿಗೆ ಪರಿಚಯಿಸಬೇಕು. ಹಬ್ಬಗಳ ಆಚರಣೆಯ ಮಹತ್ವವನ್ನು ತಿಳಿಸಬೇಕು. ಮಕ್ಕಳು ಮೊಬೈಲ್ ಬಳಕೆಯಿಂದ ದೂರವಿದ್ದು ಆಟ ಪಾಠಗಳಲ್ಲಿ ತೊಡಗಿಸಿಕೊಳ್ಳಬೇಕು. ಪೋಷಕರು ಮಕ್ಕಳಿಗೆ ಸಮಯ ನೀಡಬೇಕು ಎಂದರು. ಕಾರ್ಯಕ್ರಮದಲ್ಲಿ ಮಕ್ಕಳು ಕೃಷ್ಣ, ರಾಧೆಯರ ವೇಷ ಧರಿಸಿ ಗಮನ ಸೆಳೆದರು. ಮೊಸರು ಕುಡಿಕೆ ಒಡೆಯುವ ಸ್ಪರ್ಧೆ ನಡೆಯಿತು. ಶಿಕ್ಷಕರು, ಪೋಷಕರು ಪಾಲ್ಗೊಂಡಿದ್ದರು. ವಿಜೇತರಿಗೆ ಬಹುಮಾನ ವಿತರಿಸಲಾಯಿತು.: [296, 1366, 636, 1428]
valmiki-bullet-1-text: ಹಾಸನ ಜಿಲ್ಲೆಯ ಹೇಮಾವತಿ ಪ್ರತಿಮೆ ಬಳಿಯಿಂದ ಡಿಸಿ ಕಚೇರಿ ವರೆಗೆ ಹೋರಾಟ: [248, 1788, 396, 1810]
lead-box1-body: ಜನಸ್ಪಂದನಾ ಕಾರ್ಯಕ್ರಮಕ್ಕೆ ಉತ್ತಮ ಪ್ರತಿಕ್ರಿಯೆ ವ್ಯಕ್ತವಾಗಿದೆ. 150ಕ್ಕೂ ಹೆಚ್ಚು ಜನರು ತಮ್ಮ ಸಮಸ್ಯೆಗಳನ್ನು ಹೊತ್ತುಕೊಂಡು ಆಗಮಿಸಿದ್ದು, ಸಂಜೆ 6 ಗಂಟೆಯವರೆಗೂ ಜನರಿಂದ ಅರ್ಜಿ ಸ್ವೀಕರಿಸಿ ಪರಿಹಾರ ನೀಡಲಾಯಿತು.: [516, 700, 756, 734]
print-dot-magenta: [1212, 1996, 1221, 2005]
court-notice-4: [660, 1514, 814, 1990]
date-block-accent: [1290, 24, 1295, 60]
mekke-text: ಬಹಳ ಮಾಡಿದ ಕೂಲಿ ದಿನಗಳಲ್ಲಿ ಜಿಲ್ಲೆಯಲ್ಲಿ ಬೆಳೆದಿದ್ದ ಮೆಕ್ಕೆಜೋಳಕ್ಕೆ ಬಿಳಿ ಸುಳಿರೋಗ ಬಾಧಿಸಿದ್ದು, ರೈತರು ಕಂಗಾಲಾಗಿದ್ದಾರೆ. ಸಾಲ ಮಾಡಿ ಬಿತ್ತನೆ ಮಾಡಿದ್ದ ರೈತರಿಗೆ ದಿಕ್ಕು ತೋಚದಂತಾಗಿದೆ. ಸರ್ಕಾರ ಕೂಡಲೇ ಸಮೀಕ್ಷೆ ನಡೆಸಿ ರೈತರಿಗೆ ಸೂಕ್ತ ಪರಿಹಾರ ನೀಡಬೇಕು ಎಂದು ಮಾಜಿ ಶಾಸಕ ಮಂಜು ಒತ್ತಾಯಿಸಿದರು. ಕೃಷಿ ಇಲಾಖೆ ಅಧಿಕಾರಿಗಳು ರೈತರ ಜಮೀನುಗಳಿಗೆ ಭೇಟಿ ನೀಡಿ ರೋಗ ನಿಯಂತ್ರಣಕ್ಕೆ ಸಲಹೆ ನೀಡಬೇಕು. ಅಗತ್ಯ ಔಷಧಿಗಳನ್ನು ಉಚಿತವಾಗಿ ವಿತರಿಸಬೇಕು. ಬೆಳೆ ವಿಮೆ ಮಾಡಿಸಿದ ರೈತರಿಗೆ ವಿಮಾ ಹಣ ಶೀಘ್ರ ಬಿಡುಗಡೆ ಮಾಡಬೇಕು. ಈ ಬಾರಿ ಅತಿಯಾದ ಮಳೆಯಿಂದಾಗಿ ರೋಗ ಹೆಚ್ಚಾಗಿ ಹರಡಿದೆ. ಸಾವಿರಾರು ಎಕರೆ ಪ್ರದೇಶದಲ್ಲಿ ಬೆಳೆ ನಾಶವಾಗಿದೆ. ರೈತರ ಸಂಕಷ್ಟಕ್ಕೆ ಸರ್ಕಾರ ಸ್ಪಂದಿಸದಿದ್ದರೆ ಹೋರಾಟ ನಡೆಸಲಾಗುವುದು ಎಂದು ಎಚ್ಚರಿಸಿದರು. ರೈತ ಮುಖಂಡರು ಹಾಗೂ ಕಾರ್ಯಕರ್ತರು ಈ ಸಂದರ್ಭದಲ್ಲಿ ಹಾಜರಿದ್ದರು. ಜಿಲ್ಲೆಯ ಆಲೂರು, ಸಕಲೇಶಪುರ, ಅರಕಲಗೂಡು ತಾಲೂಕುಗಳಲ್ಲಿ ರೋಗ ವ್ಯಾಪಕವಾಗಿ ಹರಡಿದೆ ಎಂದರು.: [296, 1082, 676, 1155]
samskara-headline: ಮಕ್ಕಳಿಗೆ ಬಾಲ್ಯದಲ್ಲಿ ಸಂಸ್ಕಾರ ಕಲಿಸಿ: [296, 1313, 670, 1353]
notice-7-header: ನ್ಯಾಯಾಲಯದ ಸಿವಿಲ್ ನ್ಯಾಯಾಧೀಶರು ಮತ್ತು ಜೆ.ಎಂ.ಎಫ್.ಸಿ. ನ್ಯಾಯಾಲಯ, ಹಾಸನ: [1145, 1673, 1295, 1695]
color-bar-top: [38, 1584, 654, 1593]
mekke-headline: ಮೆಕ್ಕೆಜೋಳಕ್ಕೆ ಬಿಳಿ ಸುಳಿರೋಗ, ಪರಿಹಾರಕ್ಕೆ ಒತ್ತಾಯ: ಮಂಜು: [296, 1002, 654, 1060]
lead-body-cont: ನೀಡುವುದಕ್ಕೆ ಕ್ರಮಕೈಗೊಳ್ಳುವುದಕ್ಕೆ ಅಧಿಕಾರಿಗಳಿಗೆ ಸೂಚಿಸಿದರು. ನಿರಂತರ ಜ್ಯೋತಿ ಯೋಜನೆಯಡಿ ಒಂಟಿ ಮನೆಗಳಿಗೆ ವಿದ್ಯುತ್ ಸಂಪರ್ಕ ಕಲ್ಪಿಸುವ ಕಾರ್ಯ ಪ್ರಗತಿಯಲ್ಲಿದೆ. ಜಿಲ್ಲೆಯಲ್ಲಿ 4985 ರೈತರಿಗೆ ಬೆಳೆ ಪರಿಹಾರ ವಿತರಿಸಲಾಗಿದೆ. ಇನ್ನುಳಿದ ರೈತರಿಗೆ ಶೀಘ್ರ ಪರಿಹಾರ ಒದಗಿಸಲಾಗುವುದು. ಎಲ್ಲಾ ಅಧಿಕಾರಿಗಳು ಸಮನ್ವಯದಿಂದ ಕಾರ್ಯನಿರ್ವಹಿಸಿ ಜಿಲ್ಲೆಯ ಅಭಿವೃದ್ಧಿಗೆ ಶ್ರಮಿಸಬೇಕು ಎಂದರು. ಜಿಲ್ಲಾ ಪಂಚಾಯಿತಿ ಮುಖ್ಯ ಕಾರ್ಯನಿರ್ವಾಹಕ ಅಧಿಕಾರಿ, ಅಪರ ಜಿಲ್ಲಾಧಿಕಾರಿ ಹಾಗೂ ವಿವಿಧ ಇಲಾಖೆಗಳ ಅಧಿಕಾರಿಗಳು ಉಪಸ್ಥಿತರಿದ್ದರು. ಸಾರ್ವಜನಿಕರು ತಮ್ಮ ಸಮಸ್ಯೆಗಳನ್ನು ನೇರವಾಗಿ ಹೇಳಿಕೊಂಡರು.: [510, 820, 934, 861]
story1-photo: [38, 228, 266, 328]
valmiki-bullets: [242, 1782, 420, 1886]
